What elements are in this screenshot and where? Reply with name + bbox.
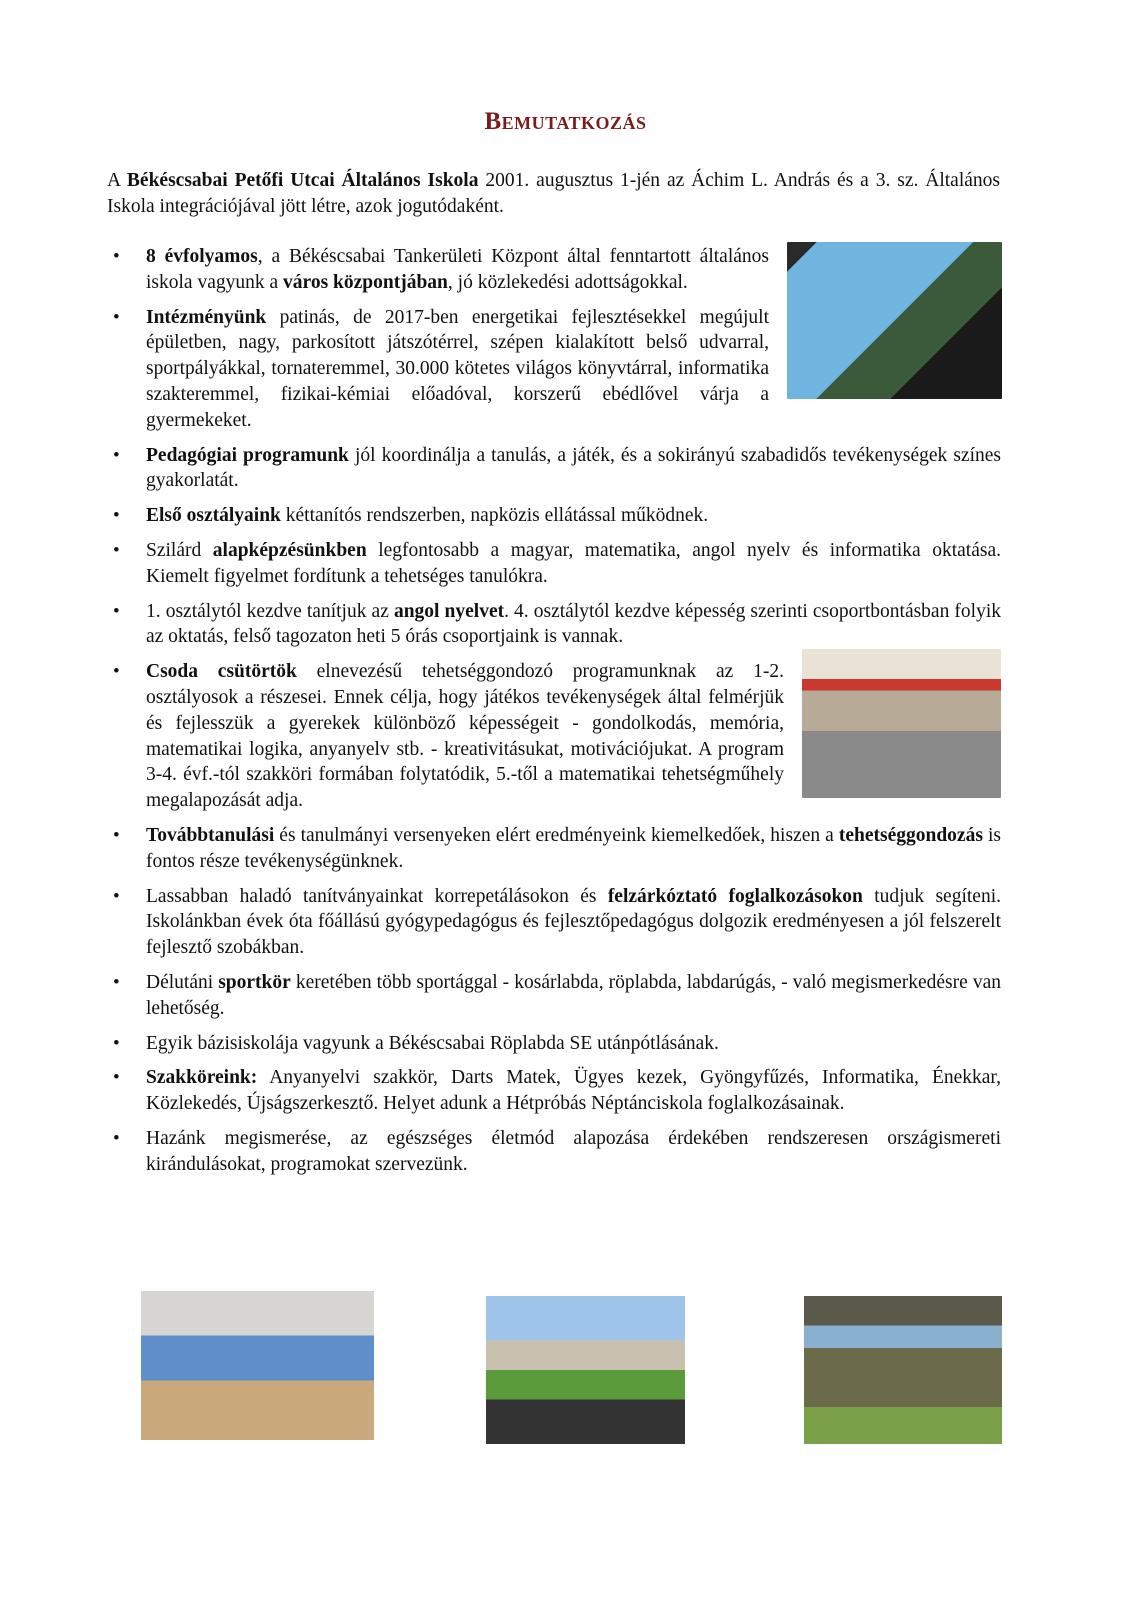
list-item bbox=[107, 823, 1001, 875]
list-item bbox=[107, 659, 1001, 814]
list-item bbox=[107, 503, 1001, 529]
bold-text: felzárkóztató foglalkozásokon bbox=[607, 885, 863, 907]
gym-class-photo bbox=[141, 1291, 374, 1440]
text: . 4. osztálytól kezdve képesség szerinti csoportbontásban folyik az oktatás, felső tagozaton heti 5 órás csoportjaink is vannak. bbox=[146, 600, 1001, 648]
text: Lassabban haladó tanítványainkat korrepetálásokon és bbox=[146, 885, 608, 907]
list-item bbox=[107, 443, 1001, 495]
text: elnevezésű tehetséggondozó programunknak az 1-2. osztályosok a részesei. Ennek célja, hogy játékos tevékenységek által felmérjük és fejlesszük a gyerekek különböző képességeit - gondolkodás, memória, matematikai logika, anyanyelv stb. - kreativitásukat, motivációjukat. A program 3-4. évf.-tól szakköri formában folytatódik, 5.-től a matematikai tehetségműhely megalapozását adja. bbox=[146, 661, 784, 812]
list-item bbox=[107, 305, 1001, 434]
text: Egyik bázisiskolája vagyunk a Békéscsabai Röplabda SE utánpótlásának. bbox=[146, 1032, 719, 1054]
text: is fontos része tevékenységünknek. bbox=[146, 824, 1001, 872]
bold-text: Intézményünk bbox=[146, 306, 267, 328]
school-trip-group-photo bbox=[486, 1296, 685, 1444]
list-item bbox=[107, 970, 1001, 1022]
page-title: Bemutatkozás bbox=[484, 108, 647, 135]
text: és tanulmányi versenyeken elért eredményeink kiemelkedőek, hiszen a bbox=[274, 824, 839, 846]
list-item bbox=[107, 1065, 1001, 1117]
text: 2001. augusztus 1-jén az Áchim L. András és a 3. sz. Általános Iskola integrációjával jött létre, azok jogutódaként. bbox=[107, 170, 1000, 217]
text: , a Békéscsabai Tankerületi Központ által fenntartott általános iskola vagyunk a bbox=[146, 246, 769, 293]
bold-text: Csoda csütörtök bbox=[146, 661, 297, 683]
bold-text: angol nyelvet bbox=[393, 600, 505, 622]
military-program-photo bbox=[804, 1296, 1002, 1444]
bold-text: alapképzésünkben bbox=[212, 539, 367, 561]
text: jól koordinálja a tanulás, a játék, és a sokirányú szabadidős tevékenységek színes gyakorlatát. bbox=[146, 444, 1001, 492]
text: keretében több sportággal - kosárlabda, röplabda, labdarúgás, - való megismerkedésre van lehetőség. bbox=[146, 971, 1001, 1019]
text: patinás, de 2017-ben energetikai fejlesztésekkel megújult épületben, nagy, parkosított játszótérrel, szépen kialakított belső udvarral, sportpályákkal, tornateremmel, 30.000 kötetes világos könyvtárral, informatika szakteremmel, fizikai-kémiai előadóval, korszerű ebédlővel várja a gyermekeket. bbox=[146, 306, 769, 431]
text: Szilárd bbox=[146, 539, 213, 561]
intro-paragraph bbox=[107, 168, 1000, 220]
text: legfontosabb a magyar, matematika, angol nyelv és informatika oktatása. Kiemelt figyelmet fordítunk a tehetséges tanulókra. bbox=[146, 539, 1001, 587]
bold-text: város központjában bbox=[283, 271, 448, 293]
text: A bbox=[107, 170, 127, 191]
bold-text: sportkör bbox=[218, 971, 291, 993]
bold-text: Békéscsabai Petőfi Utcai Általános Iskola bbox=[126, 170, 479, 191]
feature-list bbox=[107, 244, 1001, 1187]
bold-text: 8 évfolyamos bbox=[146, 246, 258, 267]
list-item bbox=[107, 599, 1001, 651]
bold-text: Továbbtanulási bbox=[146, 824, 275, 846]
text: , jó közlekedési adottságokkal. bbox=[447, 271, 688, 293]
text: 1. osztálytól kezdve tanítjuk az bbox=[146, 600, 394, 622]
list-item bbox=[107, 1031, 1001, 1057]
list-item bbox=[107, 538, 1001, 590]
bold-text: Szakköreink: bbox=[146, 1067, 258, 1089]
students-writing-photo bbox=[802, 649, 1001, 798]
text: kéttanítós rendszerben, napközis ellátással működnek. bbox=[280, 505, 709, 527]
text: Anyanyelvi szakkör, Darts Matek, Ügyes kezek, Gyöngyfűzés, Informatika, Énekkar, Közlekedés, Újságszerkesztő. Helyet adunk a Hétpróbás Néptánciskola foglalkozásainak. bbox=[146, 1067, 1001, 1115]
bold-text: Első osztályaink bbox=[146, 505, 281, 527]
list-item bbox=[107, 244, 1001, 296]
text: Hazánk megismerése, az egészséges életmód alapozása érdekében rendszeresen országismereti kirándulásokat, programokat szervezünk. bbox=[146, 1127, 1001, 1175]
bold-text: tehetséggondozás bbox=[838, 824, 983, 846]
text: Délutáni bbox=[146, 971, 219, 993]
bold-text: Pedagógiai programunk bbox=[146, 444, 349, 466]
list-item bbox=[107, 1126, 1001, 1178]
list-item bbox=[107, 884, 1001, 961]
text: tudjuk segíteni. Iskolánkban évek óta főállású gyógypedagógus és fejlesztőpedagógus dolgozik eredményesen a jól felszerelt fejlesztő szobákban. bbox=[146, 885, 1001, 959]
